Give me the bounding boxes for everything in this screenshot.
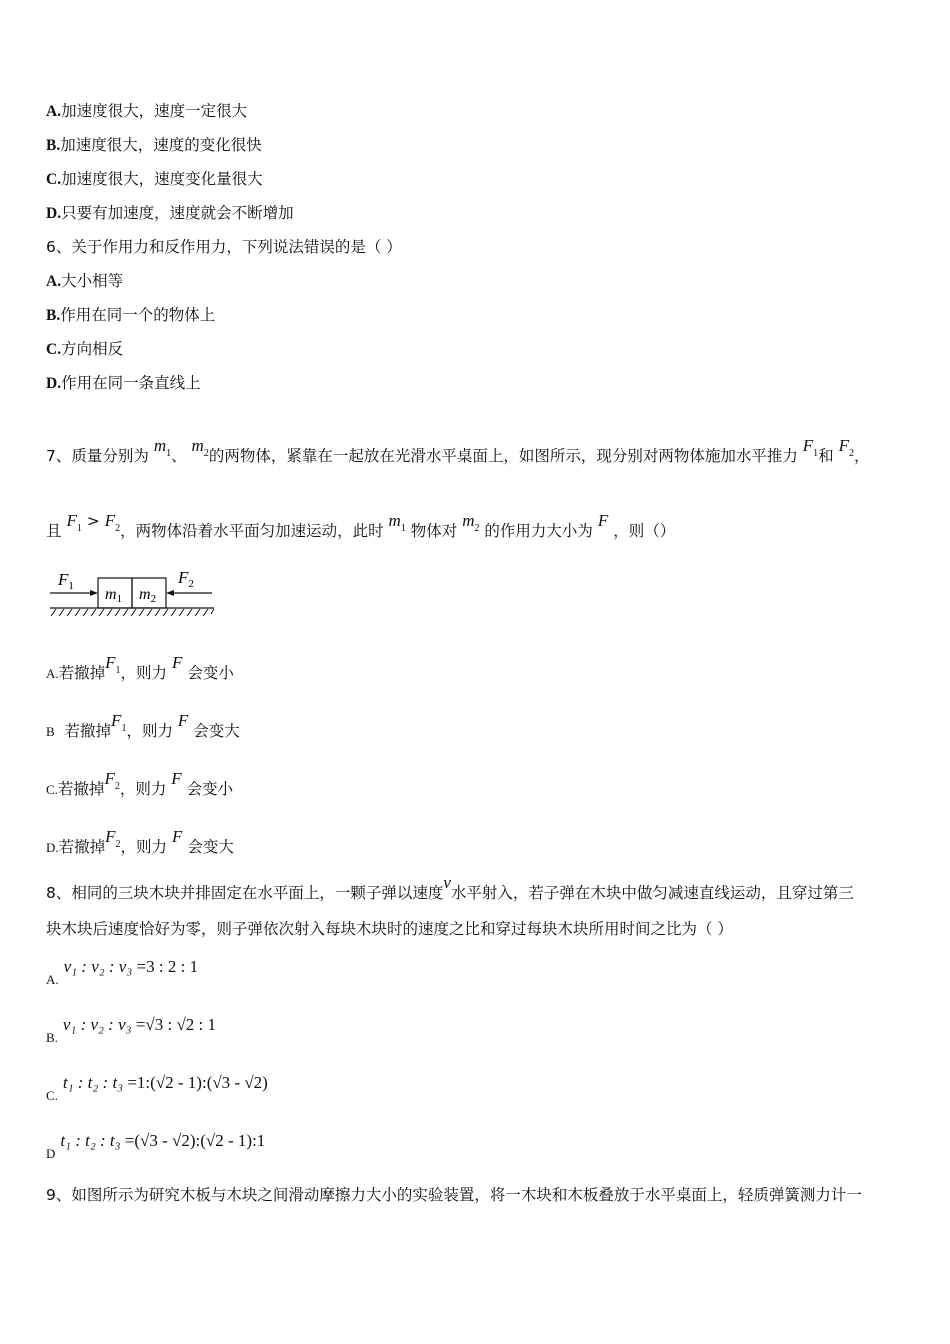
q5-option-a — [46, 100, 247, 123]
option-formula — [63, 1015, 216, 1034]
q7-option-a — [46, 653, 234, 687]
option-letter: A. — [46, 972, 59, 987]
option-letter: A. — [46, 666, 59, 681]
stem-text: 且 — [46, 522, 62, 540]
option-letter: C. — [46, 1088, 58, 1103]
figure-m2-label: m2 — [139, 586, 157, 605]
stem-text: ，则（） — [613, 522, 676, 540]
option-text: 加速度很大，速度的变化很快 — [60, 136, 262, 154]
mass-m1: $m_1$ — [388, 511, 406, 534]
option-letter: B — [46, 724, 55, 739]
comma: ， — [854, 447, 870, 465]
option-text: 加速度很大，速度变化量很大 — [61, 170, 263, 188]
option-formula — [64, 957, 199, 976]
formula-rhs: =3 : 2 : 1 — [136, 957, 199, 976]
option-post: 会变大 — [187, 838, 234, 856]
q6-option-d — [46, 372, 201, 395]
q7-figure-blocks — [46, 566, 218, 620]
force-f: F — [171, 769, 182, 788]
option-mid: ，则力 — [120, 664, 168, 682]
formula-lhs: t₁ : t₂ : t₃ — [60, 1131, 121, 1150]
force-f: F — [597, 511, 609, 530]
option-letter: D — [46, 1146, 56, 1161]
force-f1: $F_1$ — [66, 511, 82, 534]
option-mid: ，则力 — [120, 838, 168, 856]
stem-text: 的两物体，紧靠在一起放在光滑水平桌面上，如图所示，现分别对两物体施加水平推力 — [208, 447, 798, 465]
option-post: 会变小 — [186, 780, 234, 798]
stem-text: 的作用力大小为 — [484, 522, 593, 540]
force-f2: $F_2$ — [838, 436, 855, 459]
velocity-v: v — [443, 873, 451, 892]
option-pre: 若撤掉 — [58, 664, 106, 682]
option-letter: D. — [46, 205, 62, 222]
option-formula — [63, 1073, 268, 1092]
force-f2: $F_2$ — [105, 827, 121, 850]
option-letter: A. — [46, 103, 62, 120]
q6-option-a — [46, 270, 123, 293]
force-f1: $F_1$ — [111, 711, 127, 734]
q8-stem-line1 — [46, 873, 854, 904]
q7-option-b — [46, 711, 240, 745]
q5-option-d — [46, 202, 294, 225]
q6-option-b — [46, 304, 215, 327]
stem-text: ，两物体沿着水平面匀加速运动，此时 — [120, 522, 384, 540]
q7-stem-line2 — [46, 511, 676, 545]
figure-f2-label: $F_2$ — [178, 568, 194, 590]
figure-f2-arrowhead — [166, 590, 174, 596]
option-pre: 若撤掉 — [57, 780, 105, 798]
formula-lhs: t₁ : t₂ : t₃ — [62, 1073, 124, 1092]
mass-m2: $m_2$ — [191, 436, 209, 459]
stem-text: 7、质量分别为 — [46, 447, 149, 465]
force-f: F — [177, 711, 189, 730]
force-f2: $F_2$ — [104, 511, 121, 534]
formula-lhs: v₁ : v₂ : v₃ — [63, 957, 133, 976]
greater-than: > — [81, 512, 105, 530]
formula-rhs: =(√3 - √2):(√2 - 1):1 — [124, 1131, 266, 1150]
q8-stem-line2: 块木块后速度恰好为零，则子弹依次射入每块木块时的速度之比和穿过每块木块所用时间之比为（ ） — [46, 920, 733, 938]
mass-m1: $m_1$ — [153, 436, 172, 459]
q7-option-d — [46, 827, 234, 861]
q8-option-a — [46, 957, 199, 987]
stem-text: 物体对 — [410, 522, 458, 540]
option-letter: C. — [46, 171, 62, 188]
option-letter: A. — [46, 273, 62, 290]
q7-stem-line1 — [46, 436, 870, 470]
option-letter: B. — [46, 307, 61, 324]
q7-option-c — [46, 769, 234, 803]
mass-m2: $m_2$ — [462, 511, 480, 534]
force-f: F — [172, 827, 183, 846]
q6-option-c — [46, 338, 123, 361]
stem-text: 8、相同的三块木块并排固定在水平面上，一颗子弹以速度 — [46, 884, 444, 902]
option-mid: ，则力 — [119, 780, 167, 798]
q5-option-b — [46, 134, 262, 157]
option-text: 大小相等 — [61, 272, 124, 290]
option-text: 加速度很大，速度一定很大 — [61, 102, 248, 120]
option-text: 作用在同一个的物体上 — [60, 306, 216, 324]
option-letter: D. — [46, 375, 62, 392]
figure-f1-label: $F_1$ — [58, 570, 74, 592]
figure-ground-hatching — [51, 609, 214, 616]
option-text: 只要有加速度，速度就会不断增加 — [61, 204, 294, 222]
q8-option-d — [46, 1131, 266, 1161]
option-letter: C. — [46, 341, 62, 358]
separator: 、 — [171, 447, 187, 465]
formula-rhs: =1:(√2 - 1):(√3 - √2) — [127, 1073, 268, 1092]
force-f1: $F_1$ — [105, 653, 121, 676]
option-text: 方向相反 — [61, 340, 124, 358]
option-mid: ，则力 — [126, 722, 173, 740]
q8-option-b — [46, 1015, 217, 1045]
formula-lhs: v₁ : v₂ : v₃ — [62, 1015, 132, 1034]
option-text: 作用在同一条直线上 — [61, 374, 201, 392]
option-letter: D. — [46, 840, 59, 855]
stem-text: 水平射入，若子弹在木块中做匀减速直线运动，且穿过第三 — [450, 884, 854, 902]
figure-m1-label: m1 — [105, 586, 123, 605]
option-formula — [60, 1131, 265, 1150]
option-letter: C. — [46, 782, 58, 797]
q9-stem: 9、如图所示为研究木板与木块之间滑动摩擦力大小的实验装置，将一木块和木板叠放于水平桌面上，轻质弹簧测力计一 — [46, 1186, 862, 1204]
option-pre: 若撤掉 — [58, 838, 106, 856]
option-letter: B. — [46, 1030, 58, 1045]
q6-stem: 6、关于作用力和反作用力，下列说法错误的是（ ） — [46, 238, 402, 256]
option-post: 会变小 — [187, 664, 234, 682]
force-f1: $F_1$ — [802, 436, 819, 459]
and-text: 和 — [818, 447, 834, 465]
formula-rhs: =√3 : √2 : 1 — [135, 1015, 217, 1034]
force-f: F — [172, 653, 183, 672]
option-pre: 若撤掉 — [64, 722, 112, 740]
force-f2: $F_2$ — [104, 769, 120, 792]
option-letter: B. — [46, 137, 61, 154]
q8-option-c — [46, 1073, 268, 1103]
q5-option-c — [46, 168, 263, 191]
figure-f1-arrowhead — [90, 590, 98, 596]
option-post: 会变大 — [193, 722, 240, 740]
